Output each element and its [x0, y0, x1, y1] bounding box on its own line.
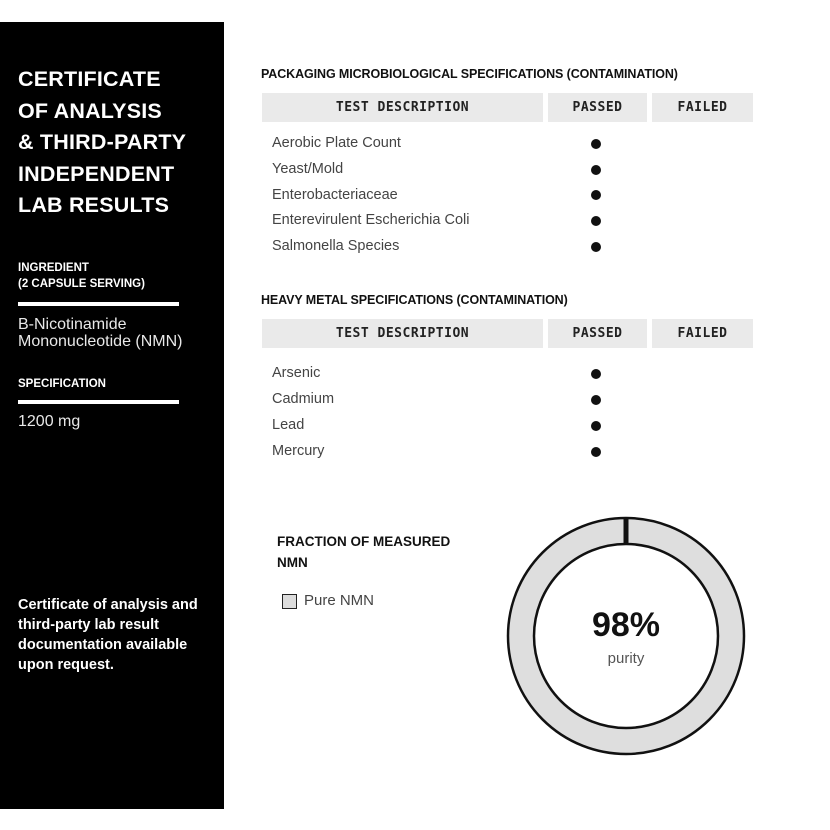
purity-percent: 98% [591, 606, 661, 644]
passed-dot [591, 139, 601, 149]
metal-header-passed: PASSED [548, 319, 647, 348]
passed-dot [591, 165, 601, 175]
passed-dot [591, 190, 601, 200]
title-line: LAB RESULTS [18, 193, 170, 217]
micro-row-label: Enterevirulent Escherichia Coli [272, 212, 470, 228]
micro-row-label: Yeast/Mold [272, 161, 344, 177]
ingredient-label-line: (2 CAPSULE SERVING) [18, 278, 145, 290]
micro-row-label: Enterobacteriaceae [272, 187, 398, 203]
passed-dot [591, 447, 601, 457]
micro-header-test: TEST DESCRIPTION [262, 93, 543, 122]
specification-label: SPECIFICATION [18, 378, 106, 390]
micro-section-title: PACKAGING MICROBIOLOGICAL SPECIFICATIONS (CONTAMINATION) [261, 67, 678, 81]
title-line: & THIRD-PARTY [18, 130, 187, 154]
passed-dot [591, 242, 601, 252]
ingredient-value-line: Mononucleotide (NMN) [18, 333, 183, 350]
metal-row-label: Lead [272, 417, 305, 433]
metal-row-label: Arsenic [272, 365, 321, 381]
title-line: CERTIFICATE [18, 67, 161, 91]
metal-row-label: Cadmium [272, 391, 335, 407]
micro-row-label: Salmonella Species [272, 238, 400, 254]
metal-header-test: TEST DESCRIPTION [262, 319, 543, 348]
certificate-title [18, 64, 218, 222]
purity-label: purity [607, 650, 645, 667]
ingredient-value [18, 316, 183, 350]
legend-label: Pure NMN [304, 592, 375, 609]
micro-header-failed: FAILED [652, 93, 753, 122]
title-line: OF ANALYSIS [18, 98, 162, 123]
title-line: INDEPENDENT [18, 161, 175, 186]
passed-dot [591, 421, 601, 431]
metal-section-title: HEAVY METAL SPECIFICATIONS (CONTAMINATION) [261, 293, 568, 307]
fraction-title-line: FRACTION OF MEASURED [277, 534, 451, 549]
divider [18, 400, 179, 404]
specification-value: 1200 mg [18, 413, 81, 430]
ingredient-label-line: INGREDIENT [18, 262, 89, 274]
fraction-title-line: NMN [277, 555, 308, 570]
passed-dot [591, 395, 601, 405]
passed-dot [591, 216, 601, 226]
passed-dot [591, 369, 601, 379]
legend-swatch [282, 594, 297, 609]
sidebar-panel [0, 22, 224, 809]
ingredient-label [18, 260, 145, 292]
micro-row-label: Aerobic Plate Count [272, 135, 401, 151]
ingredient-value-line: B-Nicotinamide [18, 316, 127, 333]
micro-header-passed: PASSED [548, 93, 647, 122]
metal-row-label: Mercury [272, 443, 325, 459]
divider [18, 302, 179, 306]
fraction-title [277, 531, 497, 573]
metal-header-failed: FAILED [652, 319, 753, 348]
availability-note: Certificate of analysis and third-party lab result documentation available upon request. [18, 597, 198, 673]
